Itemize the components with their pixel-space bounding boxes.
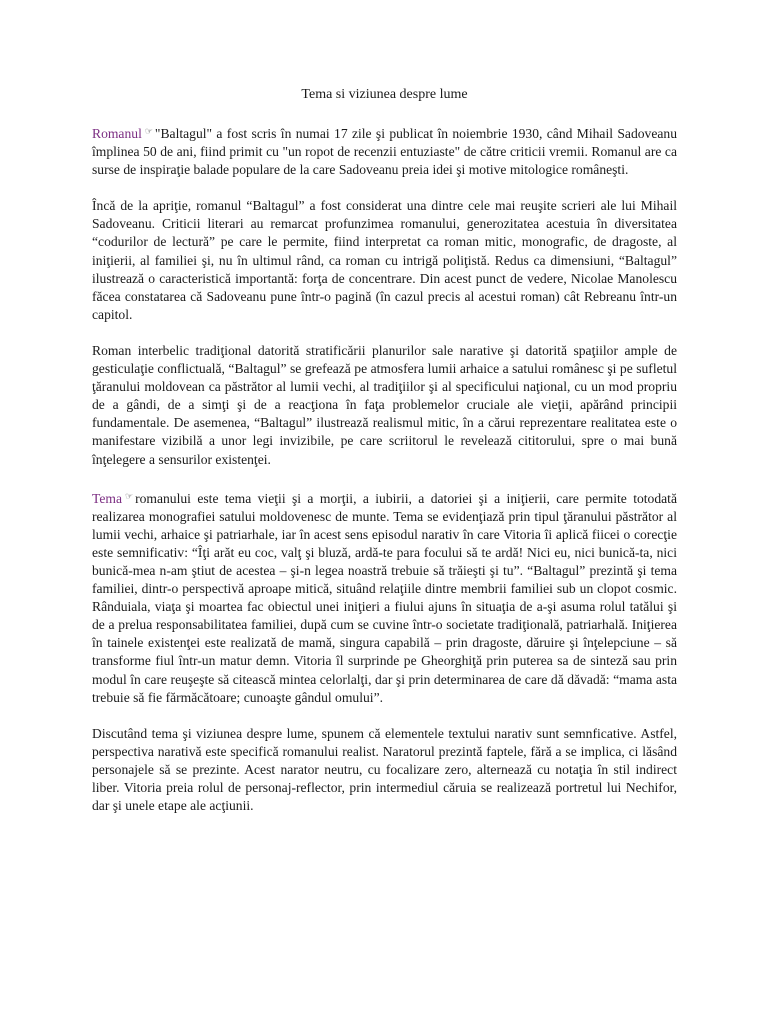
paragraph-2: Încă de la apriţie, romanul “Baltagul” a fost considerat una dintre cele mai reuşite scrieri ale lui Mihail Sadoveanu. Criticii literari au remarcat profunzimea romanului, generozitatea acestuia în diversitatea “codurilor de lectură” pe care le permite, fiind interpretat ca roman mitic, monografic, de dragoste, al iniţierii, al familiei şi, nu în ultimul rând, ca roman cu intrigă poliţistă. Redus ca dimensiuni, “Baltagul” ilustrează o caracteristică importantă: forţa de concentrare. Din acest punct de vedere, Nicolae Manolescu făcea constatarea că Sadoveanu pune într-o pagină (în cazul precis al acestui roman) cât Rebreanu într-un capitol. xyxy=(92,198,677,322)
link-marker-icon: ☞ xyxy=(144,126,153,136)
paragraph-1-text: "Baltagul" a fost scris în numai 17 zile şi publicat în noiembrie 1930, când Mihail Sadoveanu împlinea 50 de ani, fiind primit cu "un ropot de recenzii entuziaste" de către criticii vremii. Romanul are ca surse de inspiraţie balade populare de la care Sadoveanu preia idei şi motive mitologice româneşti. xyxy=(92,126,677,178)
paragraph-4-text: romanului este tema vieţii şi a morţii, a iubirii, a datoriei şi a iniţierii, care permite totodată realizarea monografiei satului moldovenesc de munte. Tema se evidenţiază prin tipul ţăranului păstrător al lumii vechi, arhaice şi patriarhale, iar în acest sens episodul narativ în care Vitoria îi aplică fiicei o corecţie este semnificativ: “Îţi arăt eu coc, valţ şi bluză, ardă-te para focului să te ardă! Nici eu, nici bunică-ta, nici bunică-mea n-am ştiut de acestea – şi-n legea noastră trebuie să trăieşti şi tu”. “Baltagul” prezintă şi tema familiei, dintr-o perspectivă aproape mitică, situând relaţiile dintre membrii familiei sub un clopot cosmic. Rânduiala, viaţa şi moartea fac obiectul unei iniţieri a fiului ajuns în situaţia de a-şi asuma rolul tatălui şi de a prelua responsabilitatea familiei, după cum se cuvine într-o societate tradiţională, patriarhală. Iniţierea în tainele existenţei este realizată de mamă, singura capabilă – prin dragoste, dăruire şi înţelepciune – să transforme fiul într-un matur demn. Vitoria îl surprinde pe Gheorghiţă prin puterea sa de sinteză sau prin modul în care reuşeşte să citească mintea celorlalţi, dar şi prin determinarea de care dă dăvadă: “mama asta trebuie să fie fărmăcătoare; cunoaşte gândul omului”. xyxy=(92,490,677,705)
link-tema[interactable]: Tema xyxy=(92,490,122,506)
paragraph-3: Roman interbelic tradiţional datorită stratificării planurilor sale narative şi datorită spaţiilor ample de gesticulaţie conflictuală, “Baltagul” se grefează pe atmosfera lumii arhaice a satului românesc şi pe sufletul ţăranului moldovean ca păstrător al lumii vechi, al tradiţiilor şi al specificului naţional, cu un mod propriu de a gândi, de a simţi şi de a reacţiona în faţa problemelor cruciale ale vieţii, apărând principii fundamentale. De asemenea, “Baltagul” ilustrează realismul mitic, în a cărui reprezentare realitatea este o manifestare vizibilă a unor legi invizibile, pe care scriitorul le revelează cititorului, spre o mai bună înţelegere a sensurilor existenţei. xyxy=(92,342,677,467)
link-marker-icon: ☞ xyxy=(125,490,134,501)
paragraph-5: Discutând tema şi viziunea despre lume, spunem că elementele textului narativ sunt semnficative. Astfel, perspectiva narativă este specifică romanului realist. Naratorul prezintă faptele, fără a se implica, ci lăsând personajele să se prezinte. Acest narator neutru, cu focalizare zero, alternează cu notaţia în stil indirect liber. Vitoria preia rolul de personaj-reflector, prin intermediul căruia se realizează portretul lui Nechifor, dar şi unele etape ale acţiunii. xyxy=(92,725,677,814)
link-romanul[interactable]: Romanul xyxy=(92,126,142,141)
paragraph-1 xyxy=(92,122,677,179)
paragraph-4 xyxy=(92,487,677,707)
document-title: Tema si viziunea despre lume xyxy=(301,87,468,102)
